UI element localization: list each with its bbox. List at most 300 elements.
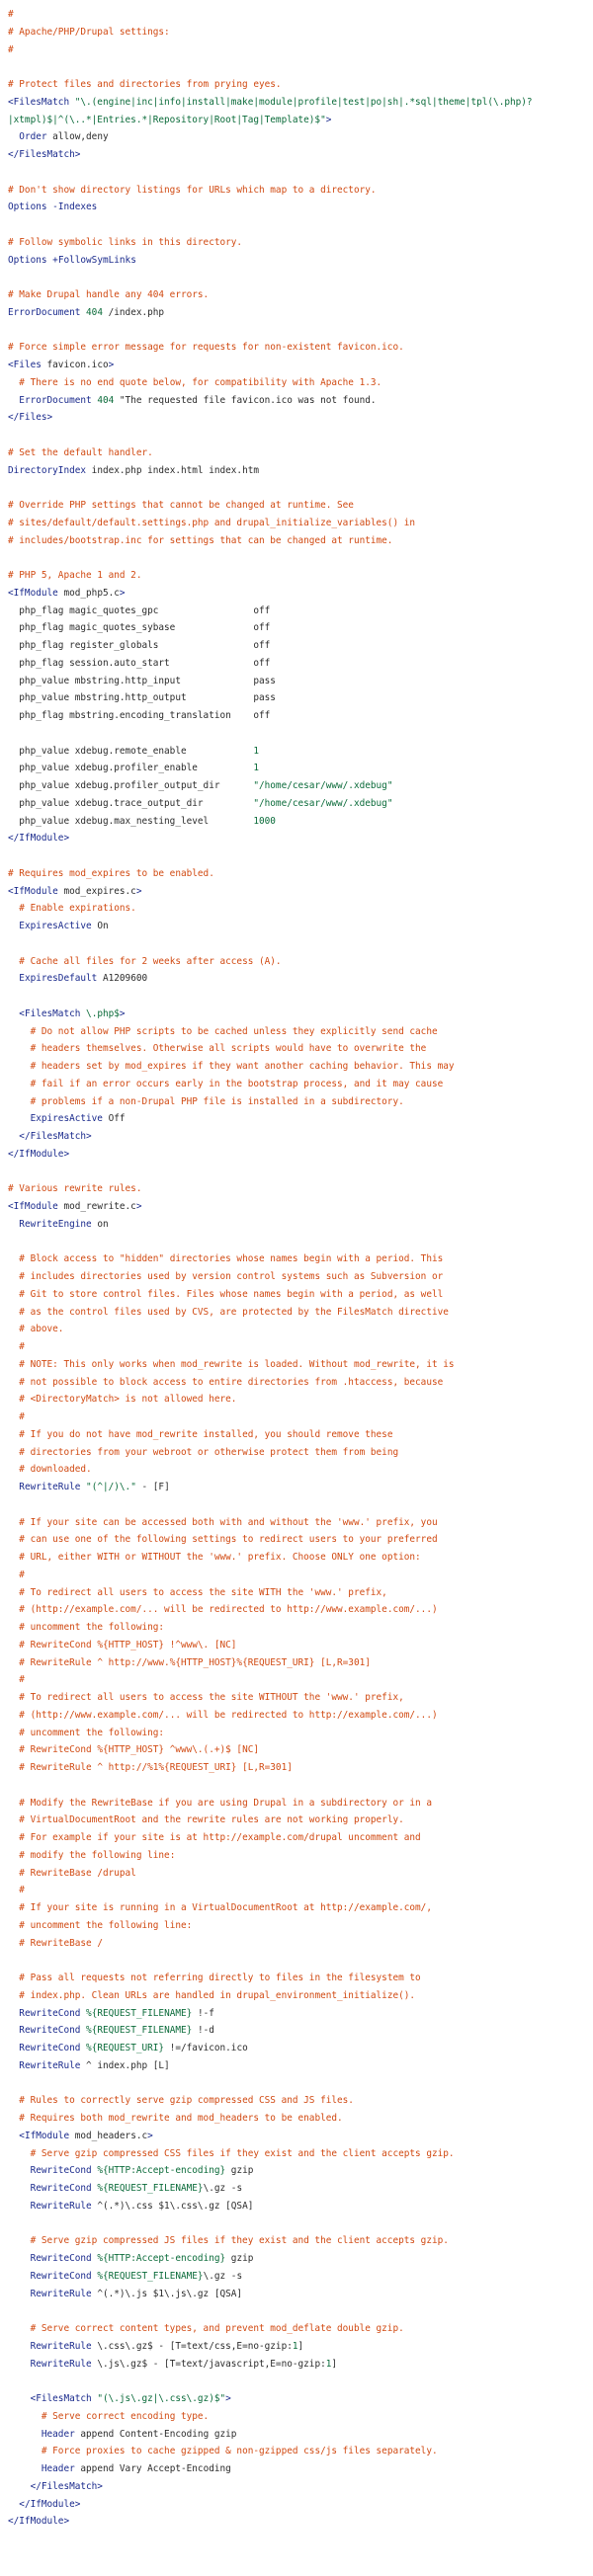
code-token: Off	[102, 1113, 126, 1125]
code-token: # Serve correct encoding type.	[41, 2410, 210, 2422]
code-line	[8, 532, 593, 550]
code-token: # If your site can be accessed both with and without the 'www.' prefix, you	[19, 1516, 438, 1528]
code-line	[8, 1514, 593, 1532]
code-token: !=/favicon.ico	[164, 2043, 248, 2053]
code-token: php_value mbstring.http_input pass	[8, 675, 276, 686]
code-token: |xtmpl)$|^(\..*|Entries.*|Repository|Root|Tag|Template)$"	[8, 114, 326, 125]
code-line	[8, 585, 593, 603]
code-token	[8, 1850, 19, 1861]
code-line	[8, 1637, 593, 1654]
code-line	[8, 216, 593, 234]
code-token	[8, 2060, 19, 2071]
code-line	[8, 1093, 593, 1111]
code-line	[8, 269, 593, 286]
code-line	[8, 619, 593, 637]
code-line	[8, 409, 593, 427]
code-line	[8, 1110, 593, 1128]
code-token: RewriteRule	[19, 1482, 81, 1492]
code-token: favicon.ico	[41, 360, 109, 370]
code-line	[8, 970, 593, 988]
code-line	[8, 988, 593, 1006]
code-token: append Vary Accept-Encoding	[74, 2463, 231, 2474]
code-token	[8, 1972, 19, 1983]
code-line	[8, 2478, 593, 2496]
code-line	[8, 883, 593, 901]
code-token: mod_php5.c	[57, 587, 120, 599]
code-token: # includes directories used by version control systems such as Subversion or	[19, 1271, 444, 1282]
code-token: # PHP 5, Apache 1 and 2.	[8, 570, 142, 581]
code-token: RewriteRule	[19, 2059, 81, 2071]
code-token	[8, 1131, 19, 1142]
code-token: ExpiresActive	[30, 1113, 103, 1125]
code-token	[8, 2499, 19, 2510]
code-token: /index.php	[102, 306, 165, 318]
code-token: Header	[41, 2463, 75, 2474]
code-token: # VirtualDocumentRoot and the rewrite rules are not working properly.	[19, 1814, 404, 1826]
code-token: php_value xdebug.profiler_output_dir	[8, 780, 254, 791]
code-token	[8, 1394, 19, 1405]
code-token: # can use one of the following settings to redirect users to your preferred	[19, 1534, 438, 1546]
code-token	[8, 1692, 19, 1703]
code-line	[8, 322, 593, 340]
code-token: %{HTTP:Accept-encoding}	[97, 2165, 226, 2177]
code-token: A1209600	[97, 973, 148, 985]
code-token: # Requires both mod_rewrite and mod_headers to be enabled.	[19, 2113, 343, 2124]
code-line	[8, 1426, 593, 1444]
code-line	[8, 1549, 593, 1567]
code-line	[8, 1829, 593, 1847]
code-line	[8, 1987, 593, 2005]
code-line	[8, 339, 593, 357]
code-token: </FilesMatch>	[19, 1131, 92, 1142]
code-line	[8, 707, 593, 725]
code-line	[8, 567, 593, 585]
code-line	[8, 1180, 593, 1198]
code-token	[8, 1920, 19, 1931]
code-token: # Follow symbolic links in this directory.	[8, 236, 243, 248]
code-line	[8, 1882, 593, 1899]
code-token: 1	[253, 745, 260, 757]
code-token	[8, 921, 19, 931]
code-token	[8, 1604, 19, 1615]
code-token: # uncomment the following:	[19, 1727, 165, 1738]
code-token: </FilesMatch>	[30, 2480, 103, 2492]
code-line	[8, 1707, 593, 1725]
code-token: ^(.*)\.css $1\.css\.gz [QSA]	[91, 2200, 254, 2212]
code-line	[8, 182, 593, 200]
code-token: # RewriteRule ^ http://www.%{HTTP_HOST}%{REQUEST_URI} [L,R=301]	[19, 1656, 371, 1668]
code-line	[8, 1234, 593, 1251]
code-token: \.gz -s	[203, 2270, 243, 2282]
code-token: <IfModule	[8, 1201, 58, 1212]
code-token: # Force simple error message for requests for non-existent favicon.ico.	[8, 342, 404, 354]
code-token	[8, 1079, 31, 1089]
code-token: RewriteCond	[30, 2183, 92, 2194]
code-token	[8, 1411, 19, 1422]
code-token: Options	[8, 254, 47, 266]
code-token: on	[91, 1218, 109, 1230]
code-line	[8, 2022, 593, 2040]
code-line	[8, 2320, 593, 2338]
code-line	[8, 497, 593, 515]
code-line	[8, 2110, 593, 2128]
code-token: # Various rewrite rules.	[8, 1183, 142, 1195]
code-line	[8, 2426, 593, 2444]
code-token	[8, 1534, 19, 1545]
code-token: </Files>	[8, 412, 53, 424]
code-token: \.css\.gz$ - [T=text/css,E=no-gzip:	[91, 2340, 293, 2352]
code-token	[8, 1008, 19, 1019]
code-token	[8, 2429, 42, 2440]
code-line	[8, 76, 593, 94]
code-token	[8, 377, 19, 388]
code-token: "The requested file favicon.ico was not found.	[114, 394, 377, 406]
code-line	[8, 286, 593, 304]
code-token: # uncomment the following:	[19, 1622, 165, 1633]
code-token: #	[8, 43, 14, 55]
code-token: RewriteRule	[30, 2288, 92, 2299]
code-token: #	[19, 1885, 25, 1896]
code-token: %{REQUEST_FILENAME}	[97, 2270, 204, 2282]
code-token: ErrorDocument	[8, 306, 81, 318]
code-line	[8, 2286, 593, 2303]
code-token: # sites/default/default.settings.php and drupal_initialize_variables() in	[8, 517, 416, 528]
code-line	[8, 1865, 593, 1883]
code-token: # index.php. Clean URLs are handled in drupal_environment_initialize().	[19, 1989, 416, 2001]
code-token	[8, 1885, 19, 1895]
code-line	[8, 777, 593, 795]
code-token	[8, 1744, 19, 1755]
code-line	[8, 357, 593, 374]
code-token	[8, 1868, 19, 1879]
code-token	[8, 1096, 31, 1107]
code-line	[8, 1479, 593, 1496]
code-token: RewriteRule	[30, 2200, 92, 2212]
code-token: >	[119, 587, 126, 599]
code-token: </FilesMatch>	[8, 149, 81, 160]
code-token: # (http://example.com/... will be redirected to http://www.example.com/...)	[19, 1604, 438, 1616]
code-token: php_value xdebug.trace_output_dir	[8, 797, 254, 809]
code-token: RewriteCond	[19, 2025, 81, 2037]
code-token	[8, 1938, 19, 1949]
code-line	[8, 1496, 593, 1514]
code-line	[8, 1216, 593, 1234]
code-token: <IfModule	[8, 885, 58, 897]
code-token: # To redirect all users to access the site WITHOUT the 'www.' prefix,	[19, 1692, 404, 1703]
code-token: "\.(engine|inc|info|install|make|module|profile|test|po|sh|.*sql|theme|tpl(\.php)?	[74, 96, 533, 108]
code-token: # Rules to correctly serve gzip compressed CSS and JS files.	[19, 2095, 354, 2107]
code-token: RewriteCond	[30, 2270, 92, 2282]
code-token	[8, 1324, 19, 1334]
code-token	[8, 1464, 19, 1475]
code-token: php_value xdebug.remote_enable	[8, 745, 254, 757]
code-line	[8, 2338, 593, 2356]
code-token: gzip	[225, 2253, 254, 2264]
code-line	[8, 1058, 593, 1076]
code-token: # Override PHP settings that cannot be changed at runtime. See	[8, 500, 354, 511]
code-token: # Cache all files for 2 weeks after access (A).	[19, 955, 282, 967]
code-token: On	[91, 921, 109, 931]
code-line	[8, 549, 593, 567]
code-line	[8, 304, 593, 322]
code-line	[8, 392, 593, 410]
code-line	[8, 2460, 593, 2478]
code-token	[8, 1482, 19, 1492]
code-line	[8, 1286, 593, 1304]
code-token: 1	[292, 2340, 298, 2352]
code-line	[8, 760, 593, 777]
code-token: # Requires mod_expires to be enabled.	[8, 867, 214, 879]
code-token: append Content-Encoding gzip	[74, 2428, 237, 2440]
code-token: # URL, either WITH or WITHOUT the 'www.' prefix. Choose ONLY one option:	[19, 1552, 421, 1563]
code-token: ErrorDocument	[19, 394, 92, 406]
code-line	[8, 2180, 593, 2198]
code-token	[8, 1710, 19, 1721]
code-line	[8, 603, 593, 620]
code-token: <FilesMatch	[8, 96, 75, 108]
code-token	[8, 2008, 19, 2019]
code-token	[8, 1219, 19, 1230]
code-line	[8, 1970, 593, 1987]
code-token	[8, 2043, 19, 2053]
code-token: <IfModule	[8, 587, 58, 599]
code-token	[8, 1307, 19, 1318]
code-token: 1	[253, 763, 260, 774]
code-token	[8, 956, 19, 967]
code-line	[8, 1811, 593, 1829]
code-token: # Do not allow PHP scripts to be cached unless they explicitly send cache	[30, 1025, 438, 1037]
code-token: ]	[297, 2340, 304, 2352]
code-line	[8, 900, 593, 918]
code-token	[8, 1657, 19, 1668]
code-token	[8, 1902, 19, 1913]
code-line	[8, 2250, 593, 2268]
code-line	[8, 112, 593, 129]
code-line	[8, 1759, 593, 1777]
code-token: php_flag register_globals off	[8, 640, 271, 651]
code-line	[8, 1164, 593, 1181]
code-token: # RewriteCond %{HTTP_HOST} ^www\.(.+)$ [NC]	[19, 1744, 259, 1756]
code-line	[8, 515, 593, 532]
code-token: #	[19, 1569, 25, 1580]
code-token: # Pass all requests not referring directly to files in the filesystem to	[19, 1972, 421, 1983]
code-token: \.php$	[86, 1007, 120, 1019]
code-token: # For example if your site is at http://example.com/drupal uncomment and	[19, 1832, 421, 1843]
code-token: <FilesMatch	[19, 1007, 81, 1019]
code-token: "/home/cesar/www/.xdebug"	[253, 780, 393, 791]
code-token: >	[135, 885, 142, 897]
code-token	[8, 1570, 19, 1580]
code-line	[8, 1952, 593, 1970]
code-token: RewriteCond	[19, 2043, 81, 2053]
code-line	[8, 1671, 593, 1689]
code-line	[8, 2408, 593, 2426]
code-token: 1	[325, 2358, 332, 2370]
code-token: # directories from your webroot or otherwise protect them from being	[19, 1446, 399, 1458]
code-line	[8, 2092, 593, 2110]
code-line	[8, 128, 593, 146]
code-line	[8, 1321, 593, 1338]
code-token: ^ index.php [L]	[80, 2059, 170, 2071]
code-token	[8, 2341, 31, 2352]
code-token: # <DirectoryMatch> is not allowed here.	[19, 1394, 237, 1406]
code-line	[8, 2268, 593, 2286]
code-line	[8, 1654, 593, 1672]
code-token: # To redirect all users to access the site WITH the 'www.' prefix,	[19, 1586, 387, 1598]
code-token: ^(.*)\.js $1\.js\.gz [QSA]	[91, 2288, 243, 2299]
code-token: # above.	[19, 1324, 64, 1335]
code-token: index.php index.html index.htm	[86, 464, 260, 476]
code-token: </IfModule>	[8, 833, 70, 845]
code-line	[8, 1006, 593, 1023]
code-token: </IfModule>	[19, 2498, 81, 2510]
code-token: "(^|/)\."	[86, 1482, 136, 1492]
code-token	[8, 1728, 19, 1738]
code-token	[8, 1377, 19, 1388]
code-token	[8, 1289, 19, 1300]
code-token	[8, 2393, 31, 2404]
code-line	[8, 1391, 593, 1409]
code-token	[8, 2183, 31, 2194]
code-token	[8, 2025, 19, 2036]
code-token	[8, 1026, 31, 1037]
code-token: # Serve correct content types, and prevent mod_deflate double gzip.	[30, 2323, 404, 2334]
code-line	[8, 2356, 593, 2374]
code-token: php_value xdebug.profiler_enable	[8, 763, 254, 774]
code-line	[8, 2198, 593, 2215]
code-line	[8, 673, 593, 690]
code-line	[8, 1356, 593, 1374]
code-line	[8, 164, 593, 182]
code-line	[8, 725, 593, 743]
code-line	[8, 199, 593, 216]
code-token: %{REQUEST_FILENAME}	[86, 2007, 193, 2019]
code-token: # headers set by mod_expires if they want another caching behavior. This may	[30, 1061, 455, 1072]
code-token: >	[325, 114, 332, 125]
code-token	[8, 1253, 19, 1264]
code-token: <IfModule	[19, 2130, 70, 2141]
code-line	[8, 1374, 593, 1392]
code-token	[8, 2113, 19, 2124]
code-token: # Serve gzip compressed CSS files if they exist and the client accepts gzip.	[30, 2147, 455, 2159]
code-token	[8, 1832, 19, 1843]
code-line	[8, 1146, 593, 1164]
code-line	[8, 2040, 593, 2057]
code-token: # downloaded.	[19, 1464, 92, 1476]
code-line	[8, 743, 593, 761]
code-token: <FilesMatch	[30, 2393, 92, 2404]
code-line	[8, 1304, 593, 1322]
code-line	[8, 2005, 593, 2023]
code-token	[8, 1798, 19, 1809]
code-token: allow,deny	[46, 131, 109, 143]
code-token: # Apache/PHP/Drupal settings:	[8, 26, 170, 38]
code-line	[8, 1619, 593, 1637]
code-token	[8, 131, 19, 142]
code-token	[8, 1990, 19, 2001]
code-line	[8, 1567, 593, 1584]
code-line	[8, 252, 593, 270]
code-token: # RewriteBase /	[19, 1937, 103, 1949]
code-token	[8, 2201, 31, 2212]
code-token: # modify the following line:	[19, 1849, 176, 1861]
code-token: %{REQUEST_FILENAME}	[86, 2025, 193, 2037]
code-token	[8, 1517, 19, 1528]
code-line	[8, 2075, 593, 2093]
code-token: # as the control files used by CVS, are protected by the FilesMatch directive	[19, 1306, 449, 1318]
code-token: # problems if a non-Drupal PHP file is installed in a subdirectory.	[30, 1095, 404, 1107]
code-token	[8, 1622, 19, 1633]
code-line	[8, 2390, 593, 2408]
code-line	[8, 1935, 593, 1953]
code-line	[8, 865, 593, 883]
code-line	[8, 637, 593, 655]
code-token: # RewriteCond %{HTTP_HOST} !^www\. [NC]	[19, 1639, 237, 1650]
code-token	[8, 1061, 31, 1072]
code-token: >	[108, 360, 115, 370]
code-token: ExpiresActive	[19, 921, 92, 931]
code-token: # not possible to block access to entire directories from .htaccess, because	[19, 1376, 444, 1388]
code-line	[8, 1795, 593, 1812]
code-line	[8, 1917, 593, 1935]
code-token: php_flag magic_quotes_sybase off	[8, 622, 271, 634]
code-token: \.gz -s	[203, 2183, 243, 2194]
code-token: #	[19, 1674, 25, 1686]
code-line	[8, 2128, 593, 2145]
code-token: RewriteCond	[19, 2007, 81, 2019]
code-token: mod_headers.c	[69, 2130, 148, 2141]
code-line	[8, 1250, 593, 1268]
code-token	[8, 2271, 31, 2282]
code-token	[8, 1043, 31, 1054]
code-token	[8, 1113, 31, 1124]
code-token: # Make Drupal handle any 404 errors.	[8, 289, 210, 300]
code-line	[8, 847, 593, 865]
code-token	[8, 1587, 19, 1598]
code-token: \.js\.gz$ - [T=text/javascript,E=no-gzip:	[91, 2358, 326, 2370]
code-token	[8, 2235, 31, 2246]
code-line	[8, 1076, 593, 1093]
code-line	[8, 1198, 593, 1216]
code-token	[8, 2148, 31, 2159]
code-line	[8, 953, 593, 971]
code-line	[8, 1741, 593, 1759]
code-line	[8, 2496, 593, 2514]
code-line	[8, 935, 593, 953]
code-line	[8, 1531, 593, 1549]
code-token: Header	[41, 2428, 75, 2440]
code-token: # uncomment the following line:	[19, 1919, 193, 1931]
code-line	[8, 41, 593, 59]
code-token: #	[19, 1411, 25, 1422]
code-token	[8, 395, 19, 406]
code-token	[8, 2289, 31, 2299]
code-line	[8, 94, 593, 112]
code-token: mod_expires.c	[57, 885, 136, 897]
code-token: php_flag session.auto_start off	[8, 657, 271, 669]
code-token	[8, 2463, 42, 2474]
code-token: # Git to store control files. Files whose names begin with a period, as well	[19, 1288, 444, 1300]
code-token: # If you do not have mod_rewrite installed, you should remove these	[19, 1428, 393, 1440]
code-token: php_value mbstring.http_output pass	[8, 692, 276, 704]
code-token: %{HTTP:Accept-encoding}	[97, 2253, 226, 2264]
code-token: !-f	[192, 2007, 214, 2019]
code-token: DirectoryIndex	[8, 464, 87, 476]
code-token: -Indexes	[52, 201, 98, 213]
code-token: %{REQUEST_URI}	[86, 2043, 165, 2053]
code-line	[8, 655, 593, 673]
code-token: RewriteEngine	[19, 1218, 92, 1230]
